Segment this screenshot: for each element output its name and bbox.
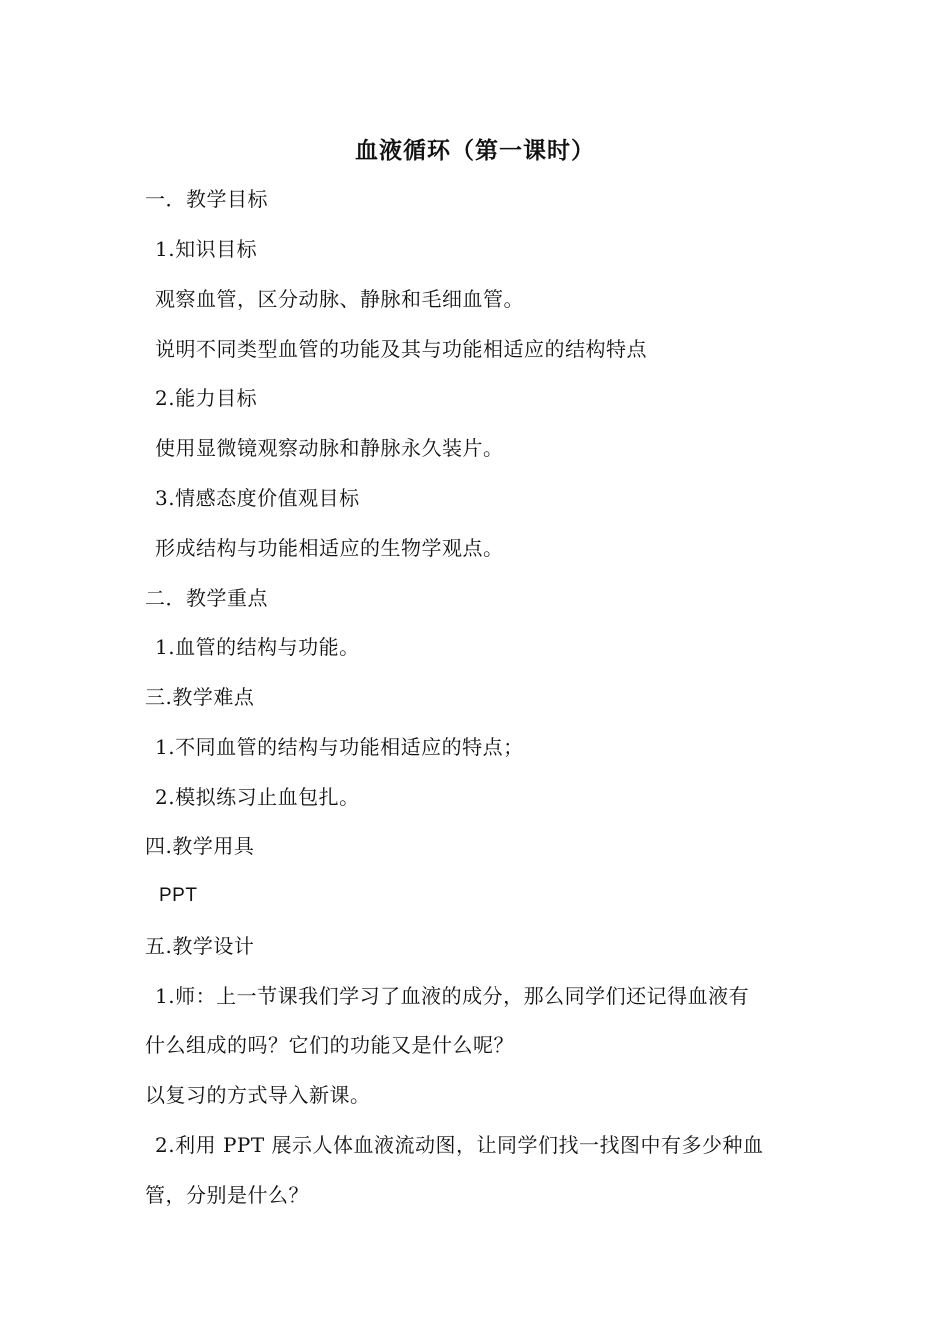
subheading-knowledge-objective: 1.知识目标 <box>155 237 258 261</box>
paragraph-line: 1.不同血管的结构与功能相适应的特点； <box>155 735 524 759</box>
paragraph-line: 形成结构与功能相适应的生物学观点。 <box>155 536 504 560</box>
paragraph-line: 2.利用 PPT 展示人体血液流动图，让同学们找一找图中有多少种血 <box>155 1133 764 1157</box>
paragraph-line: 观察血管，区分动脉、静脉和毛细血管。 <box>155 287 524 311</box>
paragraph-line: 什么组成的吗？它们的功能又是什么呢？ <box>145 1033 514 1057</box>
paragraph-line: 使用显微镜观察动脉和静脉永久装片。 <box>155 436 504 460</box>
paragraph-line: 1.师：上一节课我们学习了血液的成分，那么同学们还记得血液有 <box>155 984 750 1008</box>
section-heading-teaching-design: 五.教学设计 <box>145 934 255 958</box>
subheading-attitude-objective: 3.情感态度价值观目标 <box>155 486 360 510</box>
section-heading-teaching-tools: 四.教学用具 <box>145 834 255 858</box>
paragraph-line: 1.血管的结构与功能。 <box>155 635 360 659</box>
paragraph-line: 以复习的方式导入新课。 <box>145 1083 371 1107</box>
paragraph-line: PPT <box>159 885 198 906</box>
section-heading-difficulties: 三.教学难点 <box>145 685 255 709</box>
paragraph-line: 管，分别是什么？ <box>145 1183 309 1207</box>
section-heading-objectives: 一．教学目标 <box>145 187 268 211</box>
subheading-ability-objective: 2.能力目标 <box>155 386 258 410</box>
paragraph-line: 说明不同类型血管的功能及其与功能相适应的结构特点 <box>155 337 647 361</box>
document-title: 血液循环（第一课时） <box>355 137 595 164</box>
paragraph-line: 2.模拟练习止血包扎。 <box>155 785 360 809</box>
section-heading-key-points: 二．教学重点 <box>145 586 268 610</box>
